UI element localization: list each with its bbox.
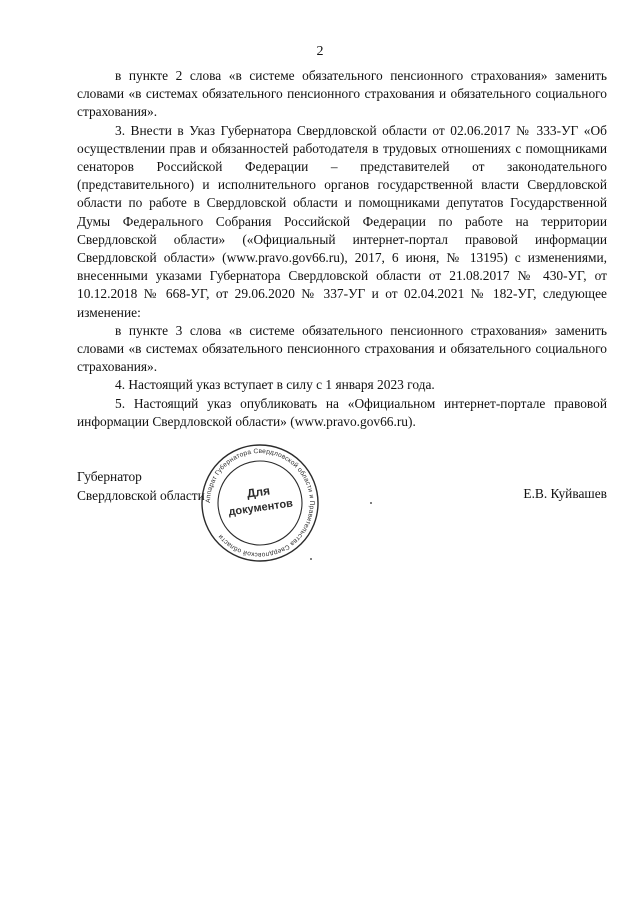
paragraph-item-4: 4. Настоящий указ вступает в силу с 1 января 2023 года. [115, 377, 435, 393]
ink-speck [370, 502, 372, 504]
ink-speck [310, 558, 312, 560]
signatory-position-line2: Свердловской области [77, 488, 205, 503]
paragraph-item-3: 3. Внести в Указ Губернатора Свердловской области от 02.06.2017 № 333-УГ «Об осуществлении прав и обязанностей работодателя в трудовых отношениях с помощниками сенаторов Российской Федерации – представителей от законодательного (представительного) и исполнительного органов государственной власти Свердловской области по работе в Свердловской области и помощниками депутатов Государственной Думы Федерального Собрания Российской Федерации по работе на территории Свердловской области» («Официальный интернет-портал правовой информации Свердловской области» (www.pravo.gov66.ru), 2017, 6 июня, № 13195) с изменениями, внесенными указами Губернатора Свердловской области от 21.08.2017 № 430-УГ, от 10.12.2018 № 668-УГ, от 29.06.2020 № 337-УГ и от 02.04.2021 № 182-УГ, следующее изменение: [77, 122, 607, 320]
signatory-position [77, 467, 205, 505]
paragraph-item-5: 5. Настоящий указ опубликовать на «Официальном интернет-портале правовой информации Свердловской области» (www.pravo.gov66.ru). [77, 395, 607, 429]
stamp-center-line2: документов [227, 497, 294, 519]
signatory-position-line1: Губернатор [77, 469, 142, 484]
stamp-center-line1: Для [246, 483, 271, 501]
paragraph-amendment-2: в пункте 3 слова «в системе обязательного пенсионного страхования» заменить словами «в системах обязательного пенсионного страхования и обязательного социального страхования». [77, 322, 607, 375]
page-number: 2 [316, 44, 324, 59]
document-body [77, 67, 607, 431]
stamp-ring-text: Аппарат Губернатора Свердловской области и Правительства Свердловской области [204, 447, 316, 559]
paragraph-amendment-1: в пункте 2 слова «в системе обязательного пенсионного страхования» заменить словами «в системах обязательного пенсионного страхования и обязательного социального страхования». [77, 68, 607, 120]
document-stamp [198, 441, 322, 565]
signatory-name: Е.В. Куйвашев [523, 486, 607, 501]
